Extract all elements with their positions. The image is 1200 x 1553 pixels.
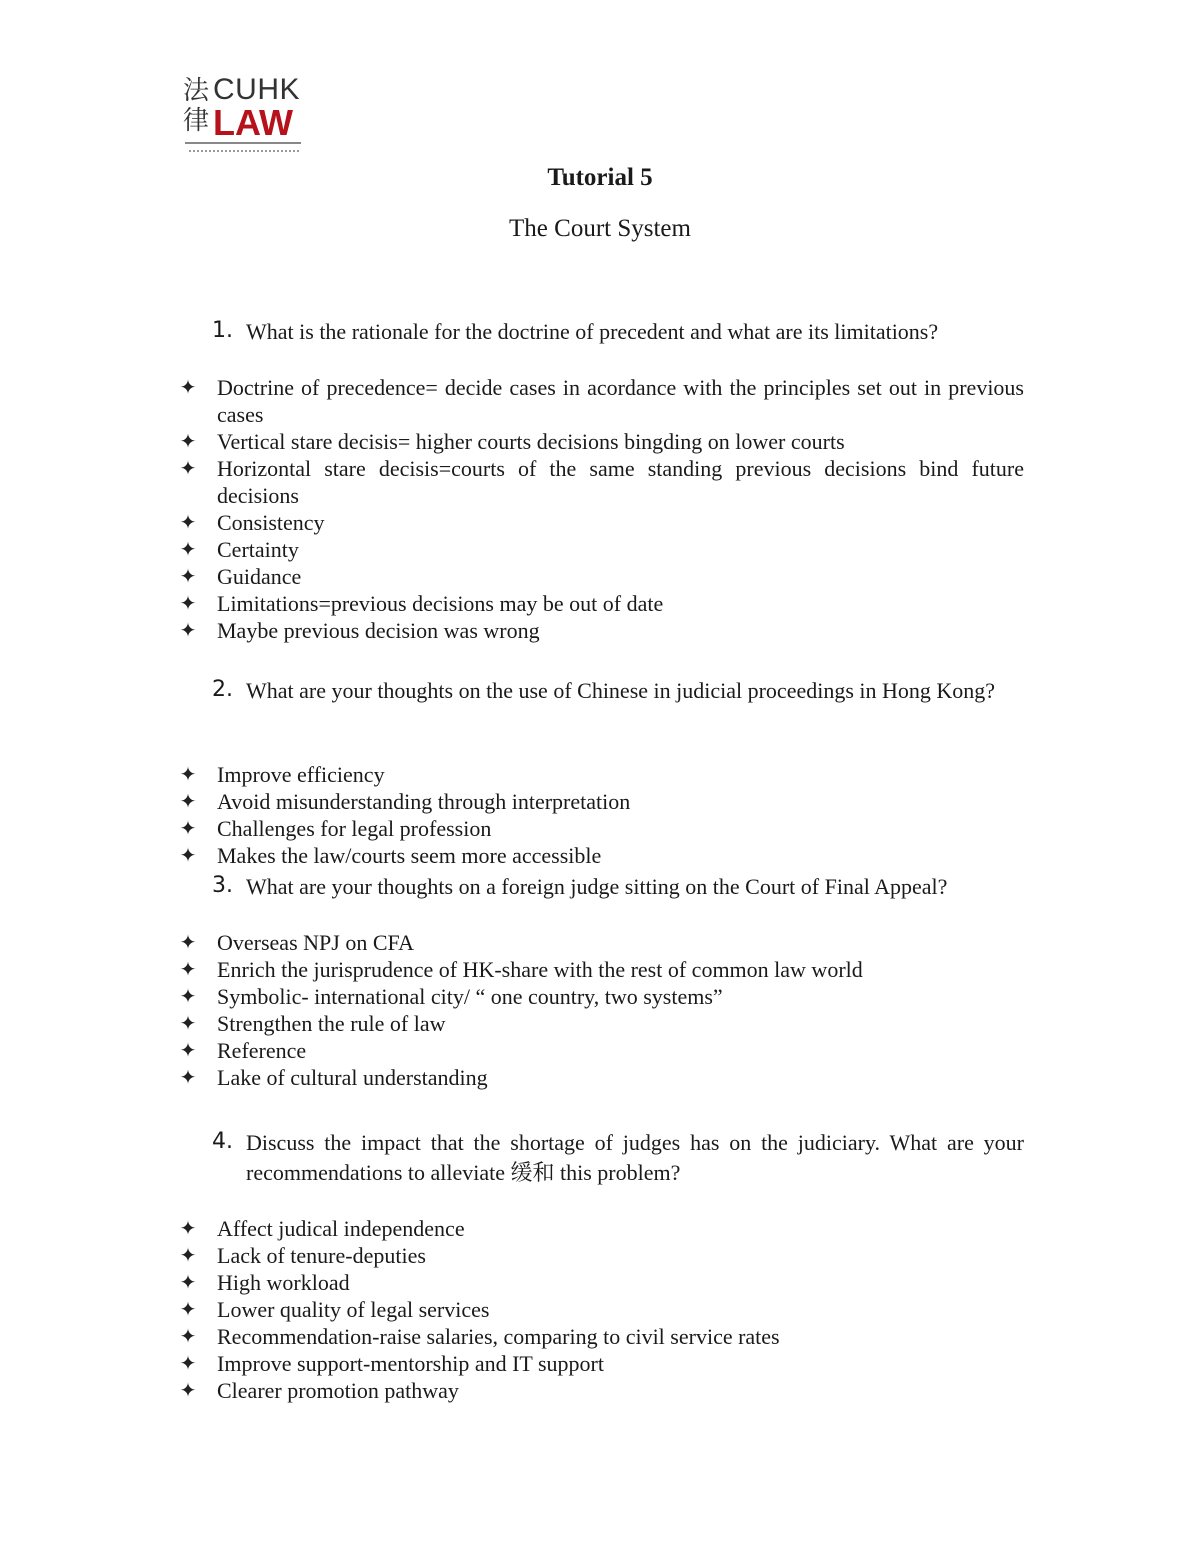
list-item — [176, 1242, 1024, 1269]
list-item — [176, 1296, 1024, 1323]
question-number: 3. — [212, 873, 233, 898]
list-item-text: Lake of cultural understanding — [217, 1065, 488, 1090]
question-text: What is the rationale for the doctrine of precedent and what are its limitations? — [246, 319, 939, 344]
list-item — [176, 536, 1024, 563]
list-item — [176, 1037, 1024, 1064]
star-bullet-icon: ✦ — [179, 456, 197, 480]
list-item-text: Guidance — [217, 564, 302, 589]
list-item-text: High workload — [217, 1270, 350, 1295]
answer-list-1 — [176, 374, 1024, 644]
list-item-text: Vertical stare decisis= higher courts decisions bingding on lower courts — [217, 429, 845, 454]
list-item — [176, 1377, 1024, 1404]
star-bullet-icon: ✦ — [179, 1378, 197, 1402]
answer-list-2 — [176, 761, 1024, 869]
answer-list-3 — [176, 929, 1024, 1091]
list-item-text: Limitations=previous decisions may be out of date — [217, 591, 664, 616]
star-bullet-icon: ✦ — [179, 591, 197, 615]
cuhk-law-logo — [183, 74, 303, 160]
list-item — [176, 1215, 1024, 1242]
list-item-text: Lower quality of legal services — [217, 1297, 490, 1322]
star-bullet-icon: ✦ — [179, 1065, 197, 1089]
star-bullet-icon: ✦ — [179, 762, 197, 786]
star-bullet-icon: ✦ — [179, 537, 197, 561]
question-text: Discuss the impact that the shortage of judges has on the judiciary. What are your recommendations to alleviate 缓和 this problem? — [246, 1130, 1024, 1185]
star-bullet-icon: ✦ — [179, 429, 197, 453]
list-item — [176, 1269, 1024, 1296]
logo-law-text: LAW — [213, 102, 293, 143]
star-bullet-icon: ✦ — [179, 930, 197, 954]
star-bullet-icon: ✦ — [179, 957, 197, 981]
question-number: 1. — [212, 318, 233, 343]
star-bullet-icon: ✦ — [179, 510, 197, 534]
question-4 — [212, 1128, 1024, 1188]
star-bullet-icon: ✦ — [179, 816, 197, 840]
star-bullet-icon: ✦ — [179, 984, 197, 1008]
list-item — [176, 617, 1024, 644]
list-item — [176, 428, 1024, 455]
list-item — [176, 590, 1024, 617]
question-1 — [212, 317, 1024, 347]
star-bullet-icon: ✦ — [179, 1297, 197, 1321]
question-text: What are your thoughts on the use of Chinese in judicial proceedings in Hong Kong? — [246, 678, 996, 703]
logo-hanzi: 法律 — [183, 76, 210, 136]
star-bullet-icon: ✦ — [179, 1243, 197, 1267]
answer-list-4 — [176, 1215, 1024, 1404]
list-item-text: Lack of tenure-deputies — [217, 1243, 426, 1268]
star-bullet-icon: ✦ — [179, 843, 197, 867]
question-number: 2. — [212, 677, 233, 702]
list-item — [176, 1350, 1024, 1377]
list-item — [176, 788, 1024, 815]
star-bullet-icon: ✦ — [179, 618, 197, 642]
list-item-text: Certainty — [217, 537, 299, 562]
star-bullet-icon: ✦ — [179, 1324, 197, 1348]
list-item-text: Consistency — [217, 510, 325, 535]
list-item-text: Challenges for legal profession — [217, 816, 492, 841]
logo-subline — [189, 150, 299, 152]
list-item — [176, 815, 1024, 842]
list-item-text: Symbolic- international city/ “ one country, two systems” — [217, 984, 723, 1009]
list-item — [176, 929, 1024, 956]
star-bullet-icon: ✦ — [179, 375, 197, 399]
list-item-text: Affect judical independence — [217, 1216, 465, 1241]
list-item-text: Maybe previous decision was wrong — [217, 618, 540, 643]
question-number: 4. — [212, 1129, 233, 1154]
list-item — [176, 983, 1024, 1010]
list-item — [176, 563, 1024, 590]
star-bullet-icon: ✦ — [179, 1270, 197, 1294]
list-item — [176, 761, 1024, 788]
star-bullet-icon: ✦ — [179, 1038, 197, 1062]
list-item — [176, 455, 1024, 509]
list-item-text: Improve efficiency — [217, 762, 385, 787]
list-item-text: Improve support-mentorship and IT support — [217, 1351, 604, 1376]
question-2 — [212, 676, 1024, 706]
page-subtitle: The Court System — [509, 215, 691, 242]
list-item — [176, 374, 1024, 428]
list-item-text: Recommendation-raise salaries, comparing to civil service rates — [217, 1324, 780, 1349]
list-item-text: Horizontal stare decisis=courts of the same standing previous decisions bind future decisions — [217, 456, 1024, 508]
logo-underline — [185, 142, 301, 150]
list-item-text: Makes the law/courts seem more accessible — [217, 843, 602, 868]
list-item-text: Overseas NPJ on CFA — [217, 930, 414, 955]
list-item-text: Reference — [217, 1038, 307, 1063]
list-item-text: Enrich the jurisprudence of HK-share with the rest of common law world — [217, 957, 863, 982]
list-item — [176, 1010, 1024, 1037]
list-item-text: Doctrine of precedence= decide cases in acordance with the principles set out in previous cases — [217, 375, 1024, 427]
star-bullet-icon: ✦ — [179, 1216, 197, 1240]
star-bullet-icon: ✦ — [179, 1351, 197, 1375]
list-item — [176, 1323, 1024, 1350]
star-bullet-icon: ✦ — [179, 1011, 197, 1035]
list-item — [176, 509, 1024, 536]
list-item-text: Strengthen the rule of law — [217, 1011, 446, 1036]
list-item-text: Clearer promotion pathway — [217, 1378, 459, 1403]
list-item — [176, 956, 1024, 983]
page-title: Tutorial 5 — [547, 164, 653, 191]
list-item-text: Avoid misunderstanding through interpretation — [217, 789, 631, 814]
logo-cuhk-text: CUHK — [213, 73, 301, 106]
star-bullet-icon: ✦ — [179, 564, 197, 588]
star-bullet-icon: ✦ — [179, 789, 197, 813]
list-item — [176, 842, 1024, 869]
question-3 — [212, 872, 1024, 902]
question-text: What are your thoughts on a foreign judge sitting on the Court of Final Appeal? — [246, 874, 948, 899]
list-item — [176, 1064, 1024, 1091]
